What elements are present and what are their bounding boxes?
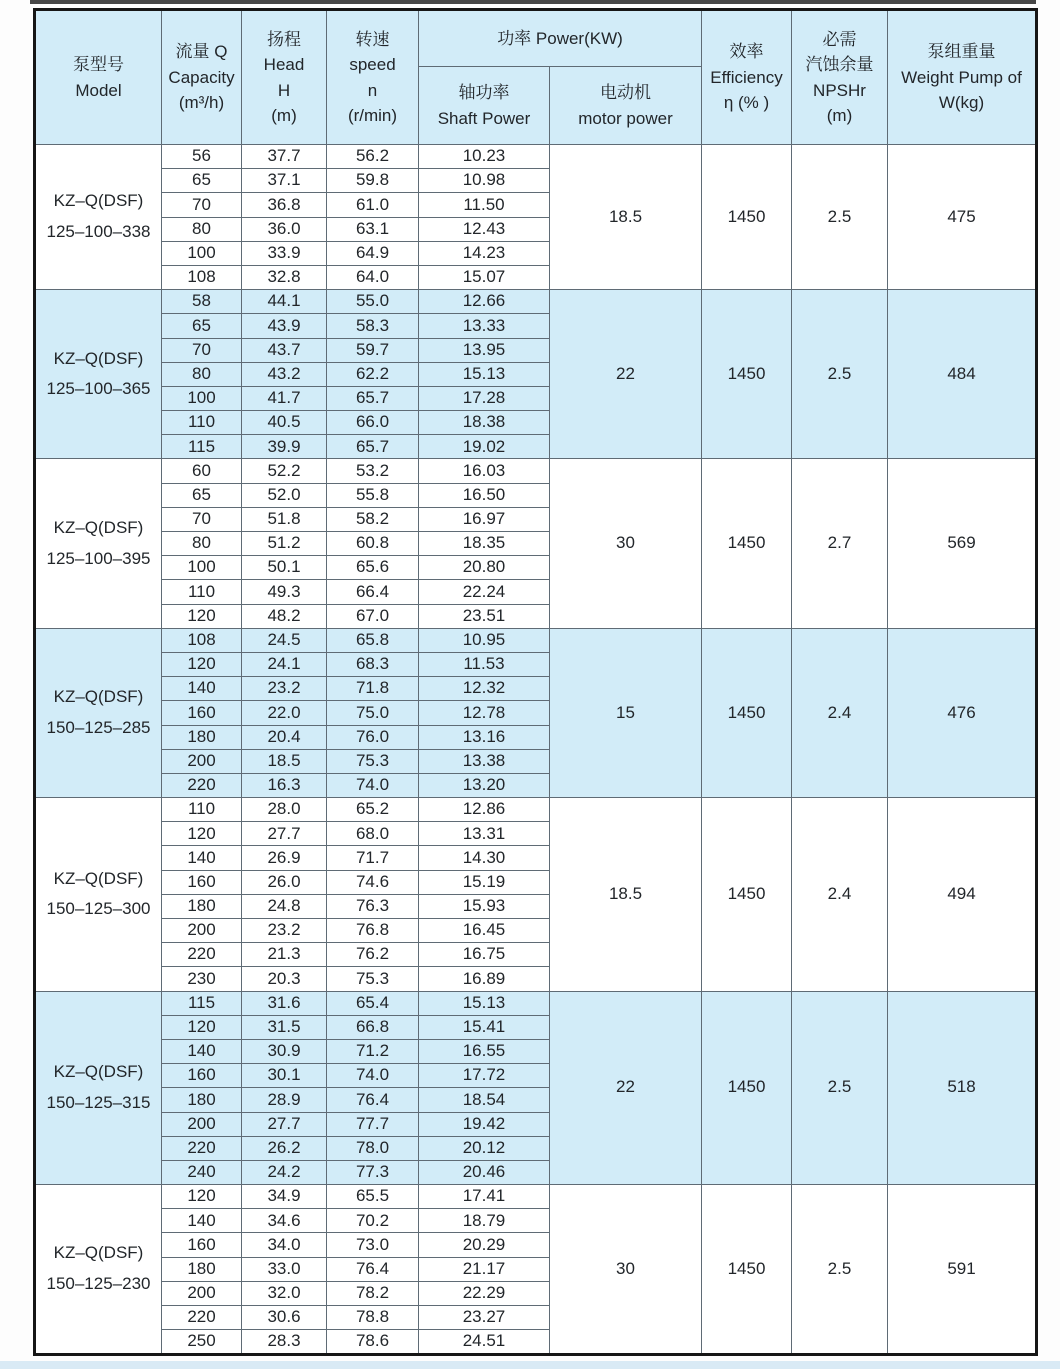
head-cell: 32.8 — [242, 265, 327, 289]
capacity-cell: 70 — [162, 193, 242, 217]
speed-cell: 65.7 — [327, 386, 419, 410]
head-cell: 18.5 — [242, 749, 327, 773]
speed-cell: 71.7 — [327, 846, 419, 870]
speed-cell: 53.2 — [327, 459, 419, 483]
capacity-cell: 230 — [162, 967, 242, 991]
shaft-power-cell: 14.23 — [419, 241, 550, 265]
header-line: (m) — [826, 106, 853, 125]
weight-cell: 569 — [888, 459, 1037, 628]
capacity-cell: 240 — [162, 1160, 242, 1184]
spec-row — [35, 991, 1037, 1015]
head-cell: 26.9 — [242, 846, 327, 870]
header-line: Weight Pump of — [901, 67, 1022, 87]
shaft-power-cell: 12.32 — [419, 677, 550, 701]
header-line: Shaft Power — [437, 108, 531, 128]
speed-cell: 67.0 — [327, 604, 419, 628]
efficiency-cell: 1450 — [702, 798, 792, 992]
model-line: 125–100–395 — [46, 548, 151, 568]
shaft-power-cell: 16.97 — [419, 507, 550, 531]
npshr-cell: 2.7 — [792, 459, 888, 628]
header-line: n — [367, 80, 378, 100]
capacity-cell: 120 — [162, 1185, 242, 1209]
capacity-cell: 140 — [162, 1039, 242, 1063]
capacity-cell: 220 — [162, 773, 242, 797]
model-cell — [35, 290, 162, 459]
head-cell: 37.1 — [242, 169, 327, 193]
header-line: H — [277, 80, 291, 100]
motor-power-cell: 30 — [550, 1185, 702, 1355]
header-line: 必需 — [822, 29, 857, 49]
shaft-power-cell: 13.38 — [419, 749, 550, 773]
header-line: speed — [349, 55, 396, 74]
capacity-cell: 160 — [162, 1233, 242, 1257]
speed-cell: 66.4 — [327, 580, 419, 604]
weight-cell: 476 — [888, 628, 1037, 797]
model-line: 150–125–285 — [46, 717, 151, 737]
shaft-power-cell: 23.51 — [419, 604, 550, 628]
model-line: KZ–Q(DSF) — [53, 518, 144, 537]
capacity-cell: 100 — [162, 241, 242, 265]
speed-cell: 68.0 — [327, 822, 419, 846]
speed-cell: 77.7 — [327, 1112, 419, 1136]
head-cell: 36.0 — [242, 217, 327, 241]
model-line: KZ–Q(DSF) — [53, 191, 144, 211]
capacity-cell: 200 — [162, 1112, 242, 1136]
shaft-power-cell: 13.33 — [419, 314, 550, 338]
speed-cell: 55.0 — [327, 290, 419, 314]
col-header-head — [242, 10, 327, 145]
pump-spec-table — [33, 8, 1038, 1356]
head-cell: 48.2 — [242, 604, 327, 628]
head-cell: 23.2 — [242, 677, 327, 701]
col-header-shaft-power — [419, 67, 550, 145]
shaft-power-cell: 19.02 — [419, 435, 550, 459]
shaft-power-cell: 17.28 — [419, 386, 550, 410]
model-cell — [35, 459, 162, 628]
table-body — [35, 145, 1037, 1355]
capacity-cell: 180 — [162, 894, 242, 918]
speed-cell: 59.7 — [327, 338, 419, 362]
head-cell: 49.3 — [242, 580, 327, 604]
col-header-capacity — [162, 10, 242, 145]
header-line: Head — [263, 55, 305, 74]
motor-power-cell: 18.5 — [550, 798, 702, 992]
spec-row — [35, 628, 1037, 652]
speed-cell: 78.6 — [327, 1330, 419, 1355]
head-cell: 27.7 — [242, 822, 327, 846]
head-cell: 43.9 — [242, 314, 327, 338]
efficiency-cell: 1450 — [702, 628, 792, 797]
model-cell — [35, 1185, 162, 1355]
header-line: 流量 Q — [175, 42, 228, 62]
speed-cell: 59.8 — [327, 169, 419, 193]
npshr-cell: 2.5 — [792, 1185, 888, 1355]
header-line: 扬程 — [267, 29, 301, 49]
model-line: 125–100–338 — [46, 222, 151, 242]
head-cell: 34.6 — [242, 1209, 327, 1233]
speed-cell: 76.2 — [327, 943, 419, 967]
shaft-power-cell: 19.42 — [419, 1112, 550, 1136]
header-line: W(kg) — [938, 93, 985, 113]
head-cell: 51.8 — [242, 507, 327, 531]
header-line: NPSHr — [813, 80, 866, 100]
capacity-cell: 108 — [162, 265, 242, 289]
head-cell: 27.7 — [242, 1112, 327, 1136]
head-cell: 51.2 — [242, 532, 327, 556]
header-line: (m) — [271, 106, 297, 125]
model-line: KZ–Q(DSF) — [53, 868, 144, 888]
shaft-power-cell: 22.24 — [419, 580, 550, 604]
shaft-power-cell: 13.95 — [419, 338, 550, 362]
speed-cell: 65.6 — [327, 556, 419, 580]
model-line: KZ–Q(DSF) — [53, 1062, 144, 1082]
weight-cell: 475 — [888, 145, 1037, 290]
shaft-power-cell: 20.29 — [419, 1233, 550, 1257]
capacity-cell: 120 — [162, 604, 242, 628]
header-line: 泵型号 — [73, 55, 124, 74]
head-cell: 50.1 — [242, 556, 327, 580]
speed-cell: 75.3 — [327, 967, 419, 991]
capacity-cell: 58 — [162, 290, 242, 314]
efficiency-cell: 1450 — [702, 290, 792, 459]
shaft-power-cell: 15.93 — [419, 894, 550, 918]
speed-cell: 58.2 — [327, 507, 419, 531]
col-header-npshr — [792, 10, 888, 145]
shaft-power-cell: 22.29 — [419, 1281, 550, 1305]
capacity-cell: 100 — [162, 556, 242, 580]
capacity-cell: 110 — [162, 798, 242, 822]
efficiency-cell: 1450 — [702, 1185, 792, 1355]
capacity-cell: 100 — [162, 386, 242, 410]
speed-cell: 76.0 — [327, 725, 419, 749]
spec-row — [35, 290, 1037, 314]
speed-cell: 76.4 — [327, 1088, 419, 1112]
speed-cell: 65.8 — [327, 628, 419, 652]
shaft-power-cell: 17.41 — [419, 1185, 550, 1209]
capacity-cell: 80 — [162, 532, 242, 556]
shaft-power-cell: 20.80 — [419, 556, 550, 580]
head-cell: 21.3 — [242, 943, 327, 967]
speed-cell: 58.3 — [327, 314, 419, 338]
header-line: 汽蚀余量 — [805, 55, 874, 74]
header-line: 轴功率 — [458, 83, 510, 102]
model-line: 125–100–365 — [46, 379, 151, 399]
speed-cell: 78.2 — [327, 1281, 419, 1305]
header-line: 电动机 — [600, 83, 651, 102]
weight-cell: 484 — [888, 290, 1037, 459]
head-cell: 31.6 — [242, 991, 327, 1015]
head-cell: 44.1 — [242, 290, 327, 314]
weight-cell: 518 — [888, 991, 1037, 1185]
shaft-power-cell: 20.12 — [419, 1136, 550, 1160]
capacity-cell: 120 — [162, 822, 242, 846]
shaft-power-cell: 16.50 — [419, 483, 550, 507]
shaft-power-cell: 21.17 — [419, 1257, 550, 1281]
shaft-power-cell: 14.30 — [419, 846, 550, 870]
speed-cell: 76.3 — [327, 894, 419, 918]
capacity-cell: 80 — [162, 217, 242, 241]
npshr-cell: 2.4 — [792, 798, 888, 992]
head-cell: 24.8 — [242, 894, 327, 918]
speed-cell: 66.8 — [327, 1015, 419, 1039]
head-cell: 28.9 — [242, 1088, 327, 1112]
shaft-power-cell: 18.35 — [419, 532, 550, 556]
capacity-cell: 200 — [162, 1281, 242, 1305]
model-line: 150–125–315 — [46, 1092, 151, 1112]
head-cell: 26.0 — [242, 870, 327, 894]
motor-power-cell: 15 — [550, 628, 702, 797]
model-cell — [35, 798, 162, 992]
spec-row — [35, 798, 1037, 822]
speed-cell: 65.5 — [327, 1185, 419, 1209]
speed-cell: 66.0 — [327, 411, 419, 435]
speed-cell: 71.8 — [327, 677, 419, 701]
head-cell: 41.7 — [242, 386, 327, 410]
col-header-efficiency — [702, 10, 792, 145]
model-cell — [35, 991, 162, 1185]
speed-cell: 65.7 — [327, 435, 419, 459]
header-line: Model — [75, 80, 122, 100]
shaft-power-cell: 16.55 — [419, 1039, 550, 1063]
speed-cell: 68.3 — [327, 652, 419, 676]
capacity-cell: 80 — [162, 362, 242, 386]
col-header-weight — [888, 10, 1037, 145]
shaft-power-cell: 18.38 — [419, 411, 550, 435]
spec-row — [35, 145, 1037, 169]
shaft-power-cell: 24.51 — [419, 1330, 550, 1355]
header-line: Capacity — [168, 67, 235, 87]
header-line: (m³/h) — [178, 93, 225, 113]
head-cell: 33.0 — [242, 1257, 327, 1281]
shaft-power-cell: 12.78 — [419, 701, 550, 725]
npshr-cell: 2.5 — [792, 145, 888, 290]
model-line: KZ–Q(DSF) — [53, 1243, 144, 1263]
head-cell: 36.8 — [242, 193, 327, 217]
header-line: 效率 — [729, 42, 764, 62]
head-cell: 43.7 — [242, 338, 327, 362]
speed-cell: 63.1 — [327, 217, 419, 241]
shaft-power-cell: 13.16 — [419, 725, 550, 749]
col-header-power-group — [419, 10, 702, 67]
spec-row — [35, 1185, 1037, 1209]
speed-cell: 74.0 — [327, 1064, 419, 1088]
model-line: KZ–Q(DSF) — [53, 348, 144, 368]
shaft-power-cell: 23.27 — [419, 1306, 550, 1330]
page-top-edge — [30, 0, 1036, 4]
speed-cell: 61.0 — [327, 193, 419, 217]
shaft-power-cell: 10.95 — [419, 628, 550, 652]
shaft-power-cell: 15.41 — [419, 1015, 550, 1039]
speed-cell: 55.8 — [327, 483, 419, 507]
shaft-power-cell: 10.98 — [419, 169, 550, 193]
motor-power-cell: 30 — [550, 459, 702, 628]
head-cell: 43.2 — [242, 362, 327, 386]
header-line: 功率 Power(KW) — [497, 28, 623, 48]
capacity-cell: 70 — [162, 507, 242, 531]
capacity-cell: 65 — [162, 483, 242, 507]
col-header-model — [35, 10, 162, 145]
capacity-cell: 140 — [162, 1209, 242, 1233]
capacity-cell: 65 — [162, 169, 242, 193]
shaft-power-cell: 16.03 — [419, 459, 550, 483]
speed-cell: 74.0 — [327, 773, 419, 797]
capacity-cell: 115 — [162, 991, 242, 1015]
header-line: 转速 — [355, 29, 390, 49]
shaft-power-cell: 15.07 — [419, 265, 550, 289]
shaft-power-cell: 15.13 — [419, 362, 550, 386]
header-line: (r/min) — [347, 106, 398, 125]
capacity-cell: 200 — [162, 919, 242, 943]
capacity-cell: 120 — [162, 1015, 242, 1039]
head-cell: 40.5 — [242, 411, 327, 435]
head-cell: 28.3 — [242, 1330, 327, 1355]
header-line: Efficiency — [710, 67, 783, 87]
shaft-power-cell: 12.43 — [419, 217, 550, 241]
head-cell: 39.9 — [242, 435, 327, 459]
speed-cell: 76.4 — [327, 1257, 419, 1281]
speed-cell: 60.8 — [327, 532, 419, 556]
capacity-cell: 220 — [162, 1306, 242, 1330]
head-cell: 31.5 — [242, 1015, 327, 1039]
head-cell: 23.2 — [242, 919, 327, 943]
capacity-cell: 110 — [162, 411, 242, 435]
capacity-cell: 120 — [162, 652, 242, 676]
page-bottom-edge — [0, 1361, 1060, 1369]
speed-cell: 73.0 — [327, 1233, 419, 1257]
speed-cell: 76.8 — [327, 919, 419, 943]
capacity-cell: 60 — [162, 459, 242, 483]
capacity-cell: 140 — [162, 846, 242, 870]
head-cell: 34.9 — [242, 1185, 327, 1209]
speed-cell: 74.6 — [327, 870, 419, 894]
speed-cell: 70.2 — [327, 1209, 419, 1233]
capacity-cell: 140 — [162, 677, 242, 701]
head-cell: 52.2 — [242, 459, 327, 483]
capacity-cell: 108 — [162, 628, 242, 652]
model-line: 150–125–300 — [46, 899, 151, 919]
npshr-cell: 2.4 — [792, 628, 888, 797]
speed-cell: 75.0 — [327, 701, 419, 725]
capacity-cell: 110 — [162, 580, 242, 604]
shaft-power-cell: 13.31 — [419, 822, 550, 846]
head-cell: 34.0 — [242, 1233, 327, 1257]
head-cell: 30.6 — [242, 1306, 327, 1330]
head-cell: 24.1 — [242, 652, 327, 676]
col-header-motor-power — [550, 67, 702, 145]
speed-cell: 77.3 — [327, 1160, 419, 1184]
speed-cell: 64.0 — [327, 265, 419, 289]
capacity-cell: 180 — [162, 1257, 242, 1281]
capacity-cell: 220 — [162, 943, 242, 967]
capacity-cell: 65 — [162, 314, 242, 338]
head-cell: 52.0 — [242, 483, 327, 507]
speed-cell: 75.3 — [327, 749, 419, 773]
header-line: 泵组重量 — [927, 42, 996, 62]
head-cell: 26.2 — [242, 1136, 327, 1160]
model-line: 150–125–230 — [46, 1274, 151, 1294]
speed-cell: 62.2 — [327, 362, 419, 386]
model-cell — [35, 145, 162, 290]
motor-power-cell: 18.5 — [550, 145, 702, 290]
shaft-power-cell: 11.50 — [419, 193, 550, 217]
shaft-power-cell: 15.19 — [419, 870, 550, 894]
speed-cell: 64.9 — [327, 241, 419, 265]
shaft-power-cell: 20.46 — [419, 1160, 550, 1184]
col-header-speed — [327, 10, 419, 145]
speed-cell: 78.0 — [327, 1136, 419, 1160]
speed-cell: 71.2 — [327, 1039, 419, 1063]
header-line: motor power — [578, 108, 673, 128]
shaft-power-cell: 12.66 — [419, 290, 550, 314]
head-cell: 20.3 — [242, 967, 327, 991]
efficiency-cell: 1450 — [702, 145, 792, 290]
capacity-cell: 180 — [162, 1088, 242, 1112]
speed-cell: 56.2 — [327, 145, 419, 169]
capacity-cell: 160 — [162, 701, 242, 725]
shaft-power-cell: 16.89 — [419, 967, 550, 991]
shaft-power-cell: 11.53 — [419, 652, 550, 676]
head-cell: 22.0 — [242, 701, 327, 725]
head-cell: 30.1 — [242, 1064, 327, 1088]
npshr-cell: 2.5 — [792, 290, 888, 459]
head-cell: 20.4 — [242, 725, 327, 749]
capacity-cell: 160 — [162, 870, 242, 894]
capacity-cell: 220 — [162, 1136, 242, 1160]
shaft-power-cell: 16.45 — [419, 919, 550, 943]
capacity-cell: 160 — [162, 1064, 242, 1088]
capacity-cell: 56 — [162, 145, 242, 169]
shaft-power-cell: 18.79 — [419, 1209, 550, 1233]
weight-cell: 494 — [888, 798, 1037, 992]
shaft-power-cell: 15.13 — [419, 991, 550, 1015]
capacity-cell: 115 — [162, 435, 242, 459]
head-cell: 28.0 — [242, 798, 327, 822]
head-cell: 16.3 — [242, 773, 327, 797]
spec-row — [35, 459, 1037, 483]
table-header — [35, 10, 1037, 145]
efficiency-cell: 1450 — [702, 991, 792, 1185]
head-cell: 37.7 — [242, 145, 327, 169]
shaft-power-cell: 17.72 — [419, 1064, 550, 1088]
speed-cell: 65.4 — [327, 991, 419, 1015]
head-cell: 30.9 — [242, 1039, 327, 1063]
weight-cell: 591 — [888, 1185, 1037, 1355]
speed-cell: 78.8 — [327, 1306, 419, 1330]
capacity-cell: 180 — [162, 725, 242, 749]
head-cell: 24.2 — [242, 1160, 327, 1184]
shaft-power-cell: 10.23 — [419, 145, 550, 169]
speed-cell: 65.2 — [327, 798, 419, 822]
head-cell: 24.5 — [242, 628, 327, 652]
head-cell: 32.0 — [242, 1281, 327, 1305]
shaft-power-cell: 16.75 — [419, 943, 550, 967]
efficiency-cell: 1450 — [702, 459, 792, 628]
shaft-power-cell: 13.20 — [419, 773, 550, 797]
capacity-cell: 70 — [162, 338, 242, 362]
shaft-power-cell: 12.86 — [419, 798, 550, 822]
npshr-cell: 2.5 — [792, 991, 888, 1185]
head-cell: 33.9 — [242, 241, 327, 265]
motor-power-cell: 22 — [550, 290, 702, 459]
shaft-power-cell: 18.54 — [419, 1088, 550, 1112]
model-line: KZ–Q(DSF) — [53, 687, 144, 707]
header-line: η (% ) — [723, 93, 770, 113]
motor-power-cell: 22 — [550, 991, 702, 1185]
model-cell — [35, 628, 162, 797]
capacity-cell: 250 — [162, 1330, 242, 1355]
capacity-cell: 200 — [162, 749, 242, 773]
